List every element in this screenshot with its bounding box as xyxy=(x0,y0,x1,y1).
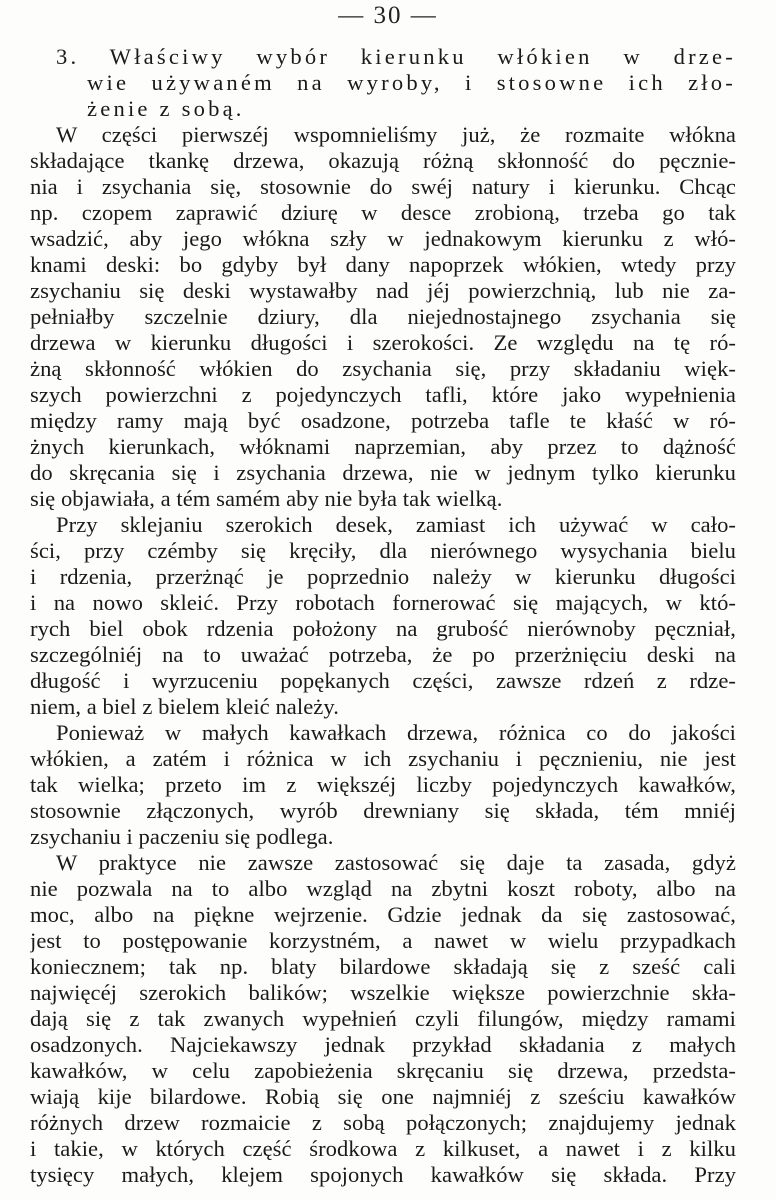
text-line: dają się z tak zwanych wypełnień czyli filungów, między ramami xyxy=(30,1006,736,1031)
text-line: Ponieważ w małych kawałkach drzewa, różnica co do jakości xyxy=(56,720,736,745)
text-line: W praktyce nie zawsze zastosować się daje ta zasada, gdyż xyxy=(56,850,736,875)
text-line: najwięcéj szerokich balików; wszelkie większe powierzchnie skła- xyxy=(30,980,736,1005)
body-text xyxy=(30,44,736,1188)
text-line: ści, przy czémby się kręciły, dla nierównego wysychania bielu xyxy=(30,538,736,563)
text-line: tysięcy małych, klejem spojonych kawałków się składa. Przy xyxy=(30,1162,736,1187)
text-line: niem, a biel z bielem kleić należy. xyxy=(30,694,339,719)
text-line: włókien, a zatém i różnica w ich zsychaniu i pęcznieniu, nie jest xyxy=(30,746,736,771)
text-line: kawałków, w celu zapobieżenia skręcaniu się drzewa, przedsta- xyxy=(30,1058,736,1083)
section-heading-line: 3. Właściwy wybór kierunku włókien w drze- xyxy=(56,44,736,69)
text-line: pełniałby szczelnie dziury, dla niejednostajnego zsychania się xyxy=(30,304,736,329)
text-line: wsadzić, aby jego włókna szły w jednakowym kierunku z włó- xyxy=(30,226,736,251)
text-line: szczególniéj na to uważać potrzeba, że po przerżnięciu deski na xyxy=(30,642,736,667)
text-line: jest to postępowanie korzystném, a nawet w wielu przypadkach xyxy=(30,928,736,953)
page-number: — 30 — xyxy=(338,2,438,29)
text-line: się objawiała, a tém samém aby nie była tak wielką. xyxy=(30,486,503,511)
text-line: moc, albo na piękne wejrzenie. Gdzie jednak da się zastosować, xyxy=(30,902,736,927)
text-line: np. czopem zaprawić dziurę w desce zrobioną, trzeba go tak xyxy=(30,200,736,225)
text-line: koniecznem; tak np. blaty bilardowe składają się z sześć cali xyxy=(30,954,736,979)
text-line: knami deski: bo gdyby był dany napoprzek włókien, wtedy przy xyxy=(30,252,736,277)
text-line: tak wielka; przeto im z większéj liczby pojedynczych kawałków, xyxy=(30,772,736,797)
text-line: żnych kierunkach, włóknami naprzemian, aby przez to dążność xyxy=(30,434,736,459)
section-heading-line: żenie z sobą. xyxy=(87,96,245,121)
text-line: do skręcania się i zsychania drzewa, nie w jednym tylko kierunku xyxy=(30,460,736,485)
text-line: różnych drzew rozmaicie z sobą połączonych; znajdujemy jednak xyxy=(30,1110,736,1135)
text-line: rych biel obok rdzenia położony na grubość nierównoby pęczniał, xyxy=(30,616,736,641)
text-line: i rdzenia, przerżnąć je poprzednio należy w kierunku długości xyxy=(30,564,736,589)
text-line: i na nowo skleić. Przy robotach fornerować się mających, w któ- xyxy=(30,590,736,615)
text-line: między ramy mają być osadzone, potrzeba tafle te kłaść w ró- xyxy=(30,408,736,433)
text-line: długość i wyrzuceniu popękanych części, zawsze rdzeń z rdze- xyxy=(30,668,736,693)
text-line: nie pozwala na to albo wzgląd na zbytni koszt roboty, albo na xyxy=(30,876,736,901)
text-line: Przy sklejaniu szerokich desek, zamiast ich używać w cało- xyxy=(56,512,736,537)
section-heading-line: wie używaném na wyroby, i stosowne ich zło- xyxy=(87,70,736,95)
text-line: zsychaniu się deski wystawałby nad jéj powierzchnią, lub nie za- xyxy=(30,278,736,303)
text-line: osadzonych. Najciekawszy jednak przykład składania z małych xyxy=(30,1032,736,1057)
text-line: nia i zsychania się, stosownie do swéj natury i kierunku. Chcąc xyxy=(30,174,736,199)
text-line: i takie, w których część środkowa z kilkuset, a nawet i z kilku xyxy=(30,1136,736,1161)
text-line: składające tkankę drzewa, okazują różną skłonność do pęcznie- xyxy=(30,148,736,173)
text-line: drzewa w kierunku długości i szerokości. Ze względu na tę ró- xyxy=(30,330,736,355)
text-line: W części pierwszéj wspomnieliśmy już, że rozmaite włókna xyxy=(56,122,736,147)
text-line: szych powierzchni z pojedynczych tafli, które jako wypełnienia xyxy=(30,382,736,407)
text-line: stosownie złączonych, wyrób drewniany się składa, tém mniéj xyxy=(30,798,736,823)
text-line: zsychaniu i paczeniu się podlega. xyxy=(30,824,334,849)
text-line: wiają kije bilardowe. Robią się one najmniéj z sześciu kawałków xyxy=(30,1084,736,1109)
text-line: żną skłonność włókien do zsychania się, przy składaniu więk- xyxy=(30,356,736,381)
